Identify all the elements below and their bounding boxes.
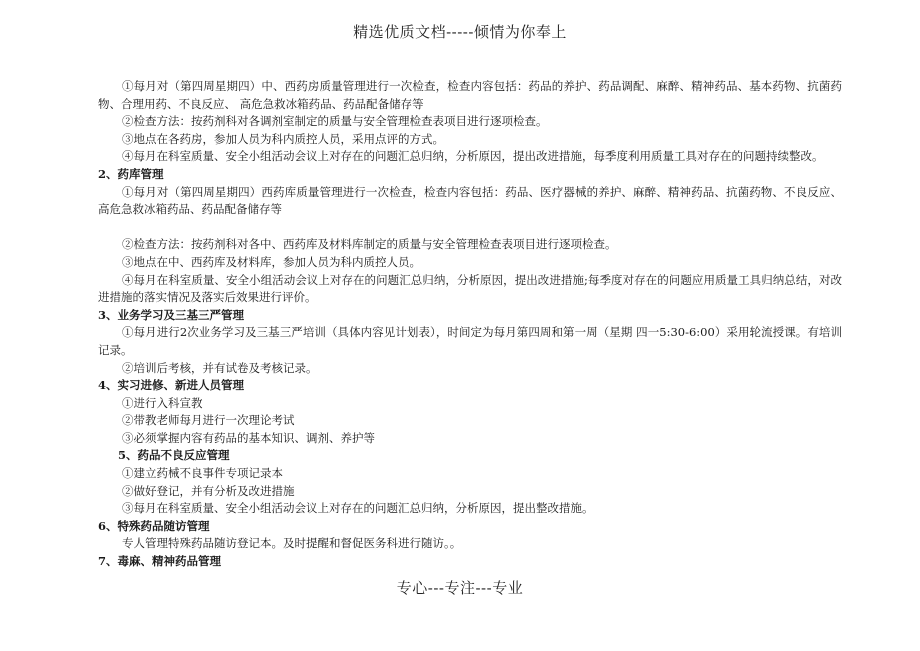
paragraph-warehouse-check: ①每月对（第四周星期四）西药库质量管理进行一次检查，检查内容包括：药品、医疗器械的养护、麻醉、精神药品、抗菌药物、不良反应、 高危急救冰箱药品、药品配备储存等 [98, 184, 842, 217]
paragraph-warehouse-method: ②检查方法：按药剂科对各中、西药库及材料库制定的质量与安全管理检查表项目进行逐项检查。 [122, 237, 617, 252]
section-heading-training: 3、业务学习及三基三严管理 [98, 307, 245, 322]
section-heading-adverse-reactions: 5、药品不良反应管理 [118, 448, 230, 463]
paragraph-interns-exam: ②带教老师每月进行一次理论考试 [122, 413, 295, 428]
document-body [98, 78, 842, 571]
section-heading-narcotics: 7、毒麻、精神药品管理 [98, 554, 222, 569]
paragraph-adverse-registration: ②做好登记，并有分析及改进措施 [122, 483, 295, 498]
section-heading-warehouse: 2、药库管理 [98, 166, 164, 181]
section-heading-special-drugs: 6、特殊药品随访管理 [98, 518, 210, 533]
paragraph-adverse-review: ③每月在科室质量、安全小组活动会议上对存在的问题汇总归纳，分析原因，提出整改措施。 [122, 501, 594, 516]
section-heading-interns: 4、实习进修、新进人员管理 [98, 378, 245, 393]
paragraph-warehouse-location: ③地点在中、西药库及材料库，参加人员为科内质控人员。 [122, 254, 421, 269]
paragraph-pharmacy-check: ①每月对（第四周星期四）中、西药房质量管理进行一次检查，检查内容包括：药品的养护、药品调配、麻醉、精神药品、基本药物、抗菌药物、合理用药、不良反应、 高危急救冰箱药品、药品配备储存等 [98, 79, 842, 111]
paragraph-warehouse-review: ④每月在科室质量、安全小组活动会议上对存在的问题汇总归纳，分析原因，提出改进措施;每季度对存在的问题应用质量工具归纳总结，对改进措施的落实情况及落实后效果进行评价。 [98, 272, 842, 305]
paragraph-special-drugs-followup: 专人管理特殊药品随访登记本。及时提醒和督促医务科进行随访。。 [122, 536, 462, 551]
paragraph-pharmacy-review: ④每月在科室质量、安全小组活动会议上对存在的问题汇总归纳，分析原因，提出改进措施，每季度利用质量工具对存在的问题持续整改。 [122, 149, 824, 164]
page-footer: 专心---专注---专业 [396, 579, 524, 597]
paragraph-training-assessment: ②培训后考核，并有试卷及考核记录。 [122, 360, 318, 375]
paragraph-pharmacy-location: ③地点在各药房，参加人员为科内质控人员，采用点评的方式。 [122, 131, 444, 146]
paragraph-adverse-record: ①建立药械不良事件专项记录本 [122, 466, 283, 481]
page-header: 精选优质文档-----倾情为你奉上 [353, 23, 567, 41]
paragraph-interns-orientation: ①进行入科宣教 [122, 395, 203, 410]
paragraph-pharmacy-method: ②检查方法：按药剂科对各调剂室制定的质量与安全管理检查表项目进行逐项检查。 [122, 114, 548, 129]
paragraph-training-schedule: ①每月进行2次业务学习及三基三严培训（具体内容见计划表），时间定为每月第四周和第一周（星期 四一5:30-6:00）采用轮流授课。有培训记录。 [98, 325, 842, 357]
paragraph-interns-knowledge: ③必须掌握内容有药品的基本知识、调剂、养护等 [122, 430, 375, 445]
